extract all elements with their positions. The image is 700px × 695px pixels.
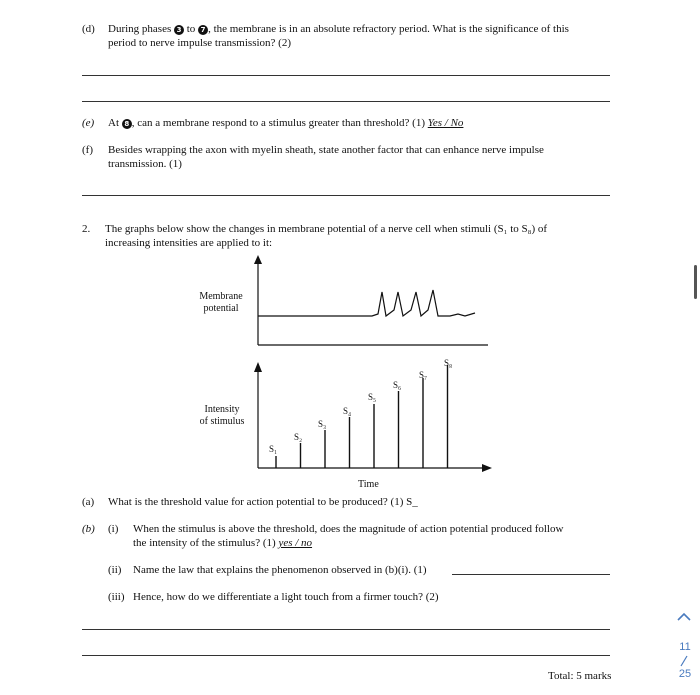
q-f-line1: Besides wrapping the axon with myelin sheath, state another factor that can enhance nerve impulse — [108, 144, 544, 156]
q2-b-i-answer-choice[interactable]: yes / no — [278, 537, 313, 549]
membrane-y-arrow — [254, 255, 262, 264]
intensity-axis-label — [193, 404, 251, 428]
q2-b-label: (b) — [82, 523, 95, 535]
stimulus-bars — [276, 365, 448, 468]
intensity-x-arrow — [482, 464, 492, 472]
q2-intro-line2: increasing intensities are applied to it: — [105, 237, 273, 249]
q-e-text-after: , can a membrane respond to a stimulus greater than threshold? (1) — [131, 117, 425, 129]
answer-line[interactable] — [452, 574, 610, 575]
stimulus-label-s2: S₂ — [294, 432, 303, 442]
intensity-label-2: of stimulus — [199, 416, 245, 427]
stimulus-label-s1: S₁ — [269, 444, 278, 454]
stimulus-label-s6: S₆ — [393, 380, 402, 390]
chevron-up-icon[interactable] — [676, 611, 692, 623]
membrane-axis-label — [196, 291, 246, 315]
answer-line[interactable] — [82, 629, 610, 630]
stimulus-label-s3: S₃ — [318, 419, 327, 429]
q-e-answer-choice[interactable]: Yes / No — [427, 117, 464, 129]
answer-line[interactable] — [82, 655, 610, 656]
page-separator-icon — [676, 655, 692, 667]
stimulus-label-s8: S₈ — [444, 358, 453, 368]
q2-b-ii-label: (ii) — [108, 564, 122, 576]
q2-a-text: What is the threshold value for action potential to be produced? (1) S_ — [108, 496, 418, 508]
total-marks: Total: 5 marks — [548, 670, 612, 682]
q-f-line2: transmission. (1) — [108, 158, 182, 170]
intensity-label-1: Intensity — [204, 404, 240, 415]
membrane-potential-trace — [258, 290, 475, 316]
stimulus-label-s4: S₄ — [343, 406, 352, 416]
total-pages-number: 25 — [678, 668, 692, 680]
q-d-line2: period to nerve impulse transmission? (2) — [108, 37, 291, 49]
q2-intro-line1: The graphs below show the changes in membrane potential of a nerve cell when stimuli (S₁ to S₈) of — [105, 223, 548, 235]
intensity-y-arrow — [254, 362, 262, 372]
q2-number: 2. — [82, 223, 91, 235]
q2-b-i-line2 — [133, 536, 312, 550]
q2-b-i-line2-text: the intensity of the stimulus? (1) — [133, 537, 276, 549]
q-d-text-mid: to — [186, 23, 196, 35]
membrane-label-1: Membrane — [199, 291, 243, 302]
time-axis-label: Time — [358, 479, 379, 490]
stimulus-label-s5: S₅ — [368, 392, 377, 402]
q-e-label: (e) — [82, 117, 95, 129]
phase-3-badge: 3 — [174, 25, 184, 35]
q-d-label: (d) — [82, 23, 95, 35]
q2-b-i-line1: When the stimulus is above the threshold, does the magnitude of action potential produced follow — [133, 523, 564, 535]
q-d-text-after: , the membrane is in an absolute refractory period. What is the significance of this — [208, 23, 569, 35]
q2-b-ii-text: Name the law that explains the phenomenon observed in (b)(i). (1) — [133, 564, 427, 576]
q2-b-iii-label: (iii) — [108, 591, 125, 603]
q-e-text-before: At — [108, 117, 119, 129]
q-d-text-before: During phases — [108, 23, 172, 35]
current-page-number: 11 — [679, 641, 691, 653]
stimulus-label-s7: S₇ — [419, 370, 428, 380]
q2-b-iii-text: Hence, how do we differentiate a light touch from a firmer touch? (2) — [133, 591, 439, 603]
scrollbar-thumb[interactable] — [694, 265, 697, 299]
phase-7-badge: 7 — [198, 25, 208, 35]
q-f-label: (f) — [82, 144, 93, 156]
q2-a-label: (a) — [82, 496, 95, 508]
membrane-label-2: potential — [203, 303, 239, 314]
phase-8-badge: 8 — [122, 119, 132, 129]
q2-b-i-label: (i) — [108, 523, 119, 535]
